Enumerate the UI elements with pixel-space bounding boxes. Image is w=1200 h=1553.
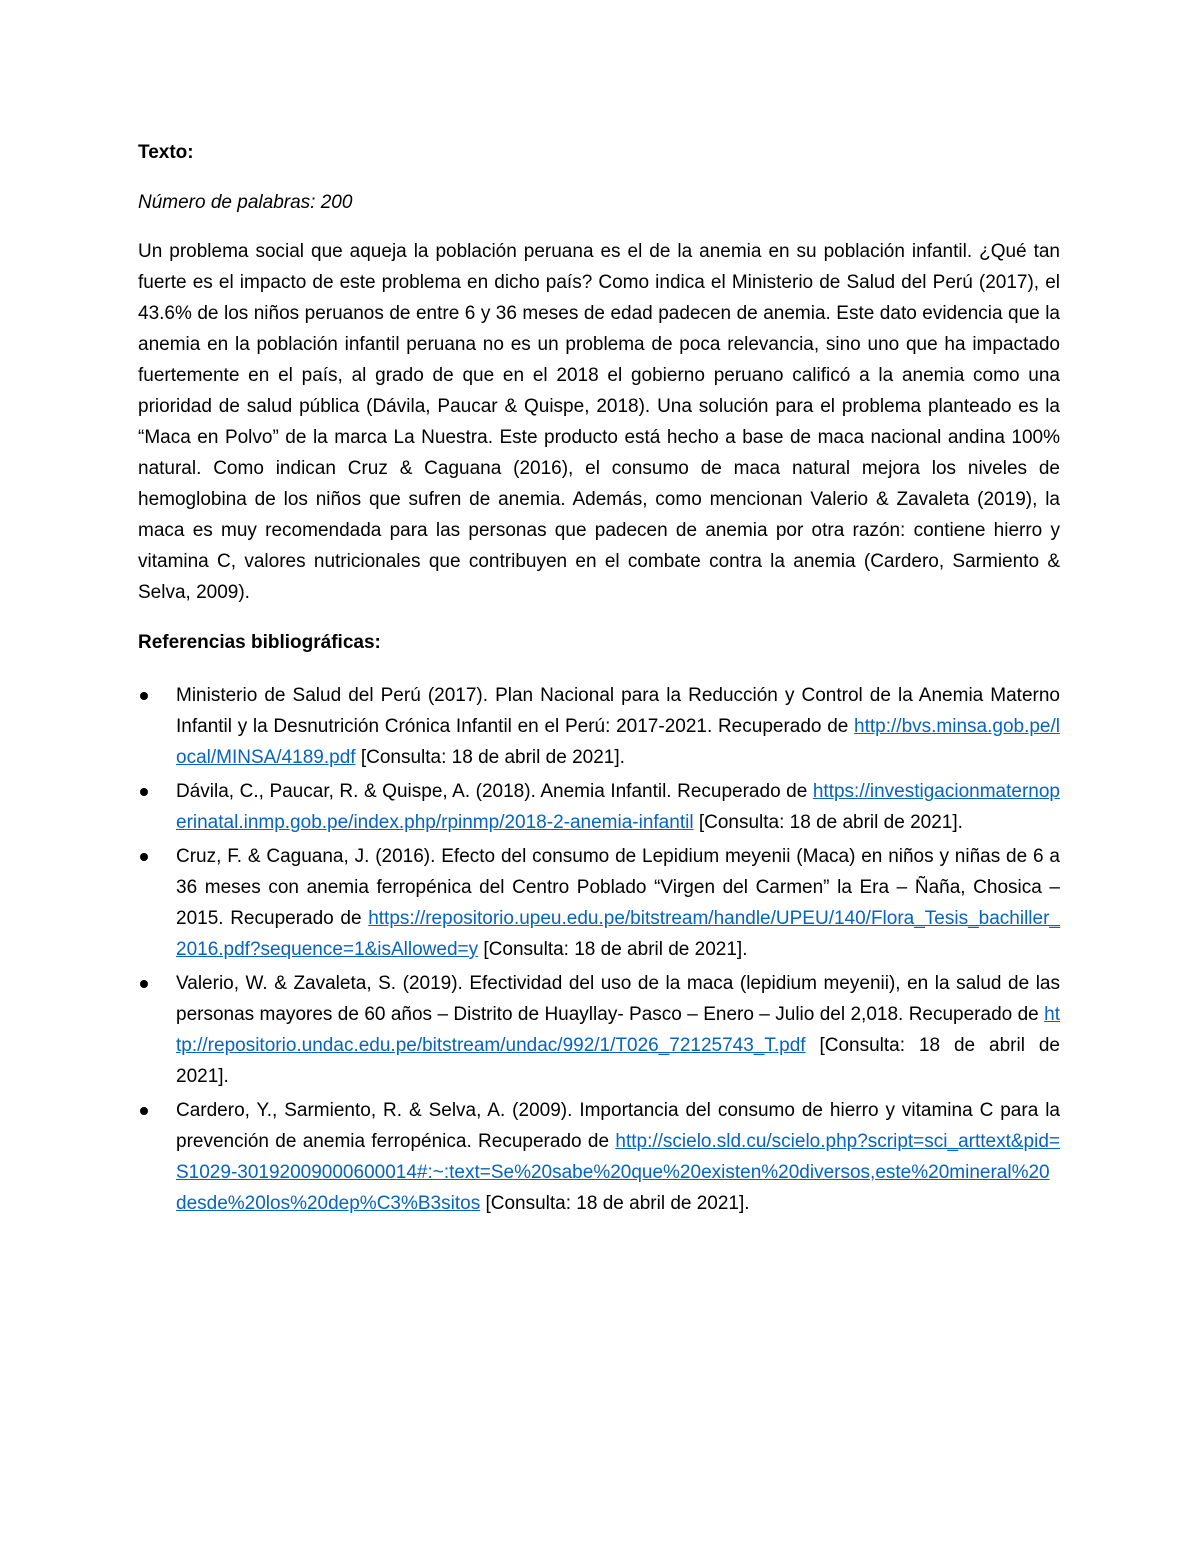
reference-link[interactable]: https://repositorio.upeu.edu.pe/bitstream/handle/UPEU/140/Flora_Tesis_bachiller_2016.pdf?sequence=1&isAllowed=y (176, 908, 1060, 960)
bullet-icon (140, 980, 148, 988)
references-heading: Referencias bibliográficas: (138, 632, 381, 653)
word-count: Número de palabras: 200 (138, 192, 353, 213)
reference-item (138, 680, 1060, 773)
reference-link[interactable]: http://repositorio.undac.edu.pe/bitstream/undac/992/1/T026_72125743_T.pdf (176, 1004, 1060, 1056)
document-page (138, 138, 1060, 1222)
section-heading: Texto: (138, 142, 194, 163)
reference-consulta: [Consulta: 18 de abril de 2021]. (693, 812, 963, 833)
references-list (138, 680, 1060, 1219)
reference-text: Ministerio de Salud del Perú (2017). Plan Nacional para la Reducción y Control de la Anemia Materno Infantil y la Desnutrición Crónica Infantil en el Perú: 2017-2021. Recuperado de (176, 685, 1060, 737)
reference-consulta: [Consulta: 18 de abril de 2021]. (355, 747, 625, 768)
reference-text: Dávila, C., Paucar, R. & Quispe, A. (2018). Anemia Infantil. Recuperado de (176, 781, 813, 802)
reference-link[interactable]: https://investigacionmaternoperinatal.inmp.gob.pe/index.php/rpinmp/2018-2-anemia-infantil (176, 781, 1060, 833)
reference-text: Valerio, W. & Zavaleta, S. (2019). Efectividad del uso de la maca (lepidium meyenii), en la salud de las personas mayores de 60 años – Distrito de Huayllay- Pasco – Enero – Julio del 2,018. Recuperado de (176, 973, 1060, 1025)
body-paragraph: Un problema social que aqueja la población peruana es el de la anemia en su población infantil. ¿Qué tan fuerte es el impacto de este problema en dicho país? Como indica el Ministerio de Salud del Perú (2017), el 43.6% de los niños peruanos de entre 6 y 36 meses de edad padecen de anemia. Este dato evidencia que la anemia en la población infantil peruana no es un problema de poca relevancia, sino uno que ha impactado fuertemente en el país, al grado de que en el 2018 el gobierno peruano calificó a la anemia como una prioridad de salud pública (Dávila, Paucar & Quispe, 2018). Una solución para el problema planteado es la “Maca en Polvo” de la marca La Nuestra. Este producto está hecho a base de maca nacional andina 100% natural. Como indican Cruz & Caguana (2016), el consumo de maca natural mejora los niveles de hemoglobina de los niños que sufren de anemia. Además, como mencionan Valerio & Zavaleta (2019), la maca es muy recomendada para las personas que padecen de anemia por otra razón: contiene hierro y vitamina C, valores nutricionales que contribuyen en el combate contra la anemia (Cardero, Sarmiento & Selva, 2009). (138, 241, 1060, 603)
reference-text: Cardero, Y., Sarmiento, R. & Selva, A. (2009). Importancia del consumo de hierro y vitamina C para la prevención de anemia ferropénica. Recuperado de (176, 1100, 1060, 1152)
reference-text: Cruz, F. & Caguana, J. (2016). Efecto del consumo de Lepidium meyenii (Maca) en niños y niñas de 6 a 36 meses con anemia ferropénica del Centro Poblado “Virgen del Carmen” la Era – Ñaña, Chosica – 2015. Recuperado de (176, 846, 1060, 929)
reference-item (138, 776, 1060, 838)
reference-item (138, 1095, 1060, 1219)
reference-item (138, 968, 1060, 1092)
reference-consulta: [Consulta: 18 de abril de 2021]. (480, 1193, 750, 1214)
bullet-icon (140, 853, 148, 861)
bullet-icon (140, 692, 148, 700)
reference-consulta: [Consulta: 18 de abril de 2021]. (176, 1035, 1060, 1087)
reference-consulta: [Consulta: 18 de abril de 2021]. (478, 939, 748, 960)
reference-link[interactable]: http://bvs.minsa.gob.pe/local/MINSA/4189.pdf (176, 716, 1060, 768)
reference-link[interactable]: http://scielo.sld.cu/scielo.php?script=sci_arttext&pid=S1029-30192009000600014#:~:text=Se%20sabe%20que%20existen%20diversos,este%20mineral%20desde%20los%20dep%C3%B3sitos (176, 1131, 1060, 1214)
bullet-icon (140, 1107, 148, 1115)
bullet-icon (140, 788, 148, 796)
reference-item (138, 841, 1060, 965)
